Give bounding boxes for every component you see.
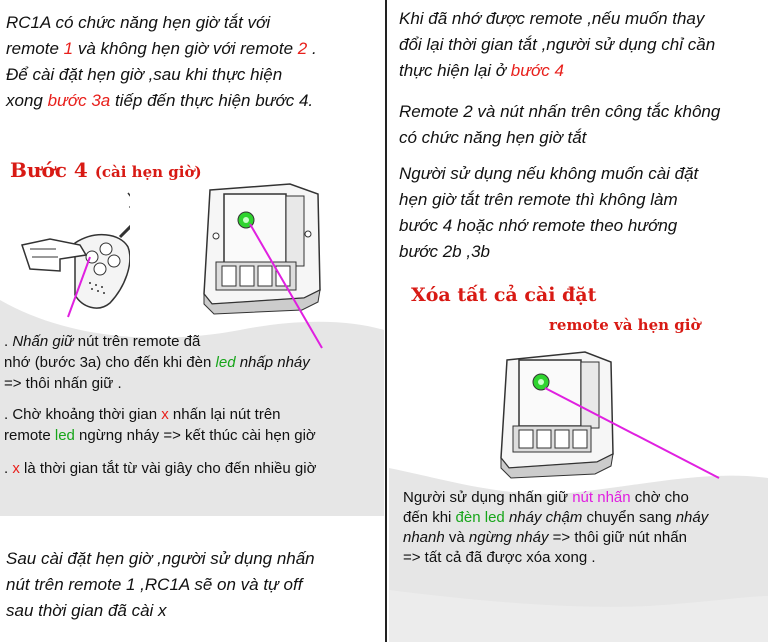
right-panel — [389, 0, 768, 642]
right-p2-line-2: có chức năng hẹn giờ tắt — [399, 128, 587, 147]
bullet-1-line-3: => thôi nhấn giữ . — [4, 375, 122, 392]
after-line-2: nút trên remote 1 ,RC1A sẽ on và tự off — [6, 575, 303, 594]
bullet-3: . x là thời gian tắt từ vài giây cho đến nhiều giờ — [4, 460, 317, 477]
right-p3-line-3: bước 4 hoặc nhớ remote theo hướng — [399, 216, 678, 235]
right-p4-line-1: Người sử dụng nhấn giữ nút nhấn chờ cho — [403, 489, 689, 506]
switch-illustration-2 — [497, 350, 721, 480]
right-p1-line-2: đổi lại thời gian tắt ,người sử dụng chỉ cần — [399, 35, 716, 54]
right-p3-line-1: Người sử dụng nếu không muốn cài đặt — [399, 164, 699, 183]
bullet-2-line-2: remote led ngừng nháy => kết thúc cài hẹn giờ — [4, 427, 316, 444]
intro-line-2: remote 1 và không hẹn giờ với remote 2 . — [6, 39, 317, 58]
switch-illustration — [200, 180, 328, 350]
right-p3-line-2: hẹn giờ tắt trên remote thì không làm — [399, 190, 678, 209]
right-p1-line-3: thực hiện lại ở bước 4 — [399, 61, 564, 80]
remote-hand-illustration — [20, 185, 130, 320]
right-p4-line-3: nhanh và ngừng nháy => thôi giữ nút nhấn — [403, 529, 687, 546]
right-p4-line-4: => tất cả đã được xóa xong . — [403, 549, 596, 566]
reset-subtitle: remote và hẹn giờ — [549, 316, 701, 334]
reset-title: Xóa tất cả cài đặt — [411, 284, 597, 306]
bullet-1-line-1: . Nhấn giữ nút trên remote đã — [4, 333, 201, 350]
after-line-3: sau thời gian đã cài x — [6, 601, 167, 620]
right-p4-line-2: đến khi đèn led nháy chậm chuyển sang nháy — [403, 509, 709, 526]
after-line-1: Sau cài đặt hẹn giờ ,người sử dụng nhấn — [6, 549, 315, 568]
step4-title: Bước 4 (cài hẹn giờ) — [10, 158, 202, 182]
bullet-1-line-2: nhớ (bước 3a) cho đến khi đèn led nhấp nháy — [4, 354, 310, 371]
right-p3-line-4: bước 2b ,3b — [399, 242, 490, 261]
intro-line-1: RC1A có chức năng hẹn giờ tắt với — [6, 13, 271, 32]
right-p1-line-1: Khi đã nhớ được remote ,nếu muốn thay — [399, 9, 705, 28]
bullet-2-line-1: . Chờ khoảng thời gian x nhấn lại nút trên — [4, 406, 281, 423]
intro-line-3: Để cài đặt hẹn giờ ,sau khi thực hiện — [6, 65, 283, 84]
intro-line-4: xong bước 3a tiếp đến thực hiện bước 4. — [6, 91, 314, 110]
column-divider — [385, 0, 387, 642]
right-p2-line-1: Remote 2 và nút nhấn trên công tắc không — [399, 102, 721, 121]
